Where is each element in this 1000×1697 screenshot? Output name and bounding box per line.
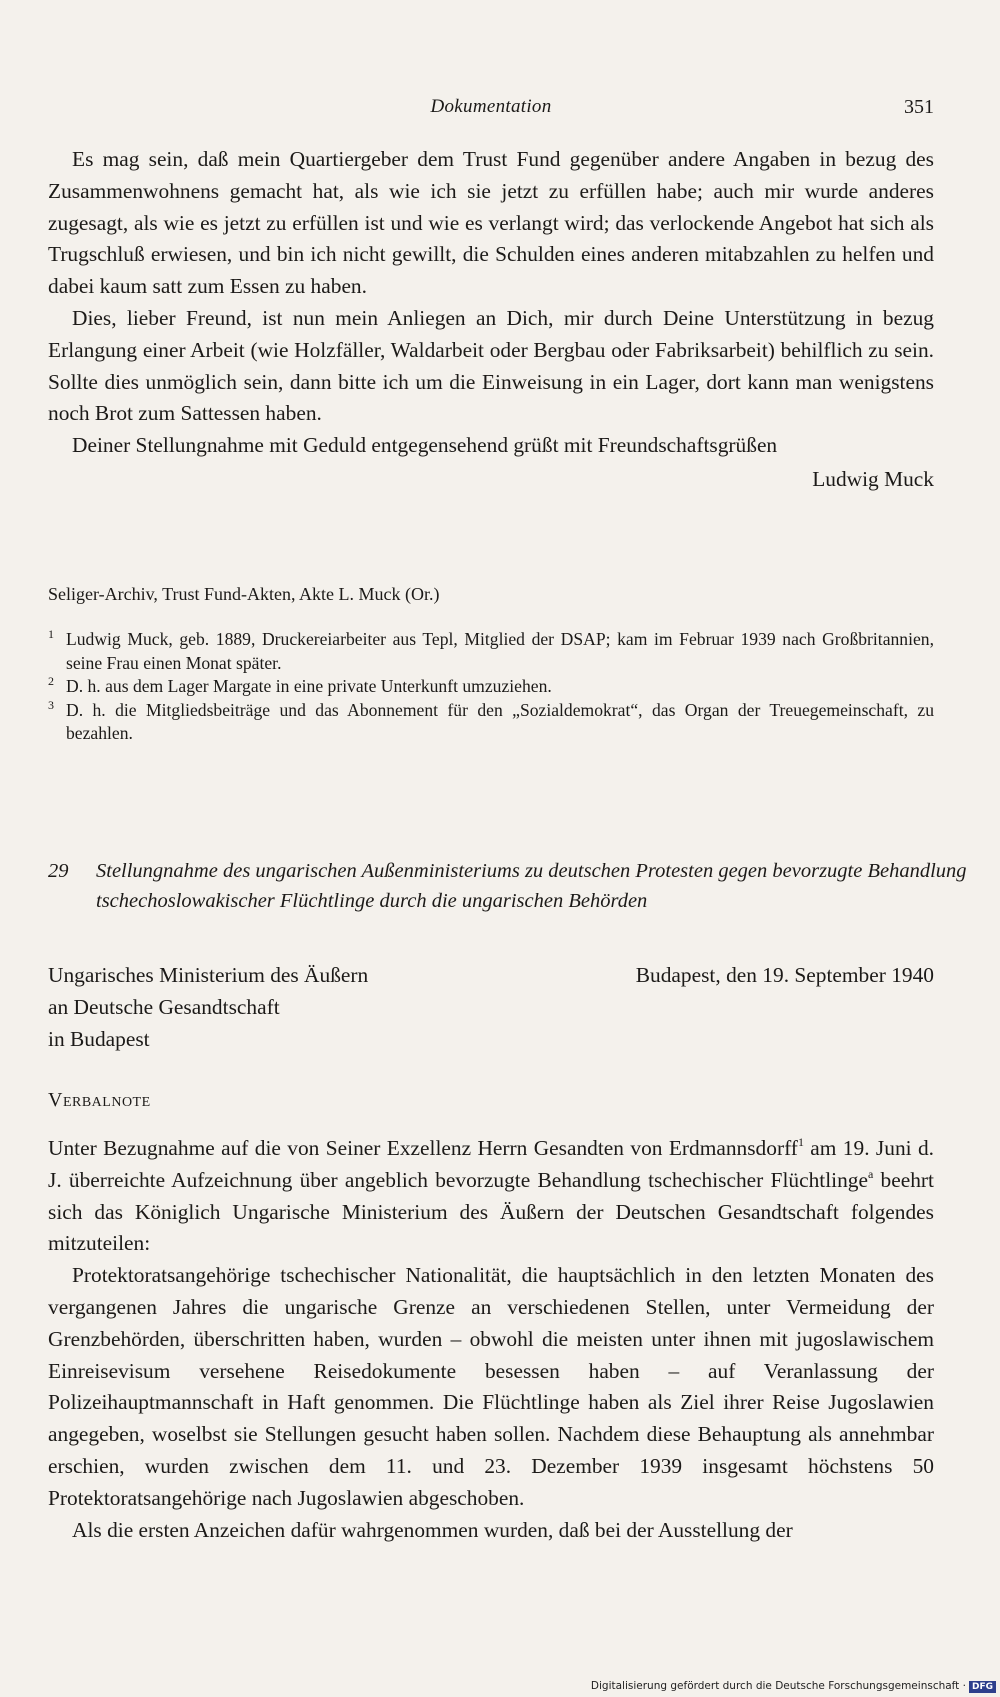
recipient-city: in Budapest bbox=[48, 1026, 150, 1051]
document-heading bbox=[48, 856, 982, 916]
footnote-text: Ludwig Muck, geb. 1889, Druckereiarbeiter aus Tepl, Mitglied der DSAP; kam im Februar 1939 nach Großbritannien, seine Frau einen Monat später. bbox=[66, 629, 934, 673]
digitization-credit: Digitalisierung gefördert durch die Deutsche Forschungsgemeinschaft · DFG bbox=[591, 1680, 996, 1693]
sender-row bbox=[48, 960, 934, 992]
footnote-number: 1 bbox=[48, 627, 54, 641]
recipient: an Deutsche Gesandtschaft bbox=[48, 994, 280, 1019]
footnotes bbox=[48, 628, 934, 746]
footnote-text: D. h. aus dem Lager Margate in eine private Unterkunft umzuziehen. bbox=[66, 676, 552, 696]
letter-paragraph: Deiner Stellungnahme mit Geduld entgegensehend grüßt mit Freundschaftsgrüßen bbox=[72, 433, 778, 458]
footnote-number: 3 bbox=[48, 697, 54, 712]
place-date: Budapest, den 19. September 1940 bbox=[635, 963, 934, 987]
document-number: 29 bbox=[48, 860, 69, 882]
page-number: 351 bbox=[904, 96, 934, 118]
document-title: Stellungnahme des ungarischen Außenministeriums zu deutschen Protesten gegen bevorzugte Behandlung tschechoslowakischer Flüchtlinge durch die ungarischen Behörden bbox=[96, 860, 967, 912]
letter-paragraph: Es mag sein, daß mein Quartiergeber dem Trust Fund gegenüber andere Angaben in bezug des Zusammenwohnens gemacht hat, als wie ich sie jetzt zu erfüllen habe; auch mir wurde anderes zugesagt, als wie es jetzt zu erfüllen ist und wie es verlangt wird; das verlockende Angebot hat sich als Trugschluß erwiesen, und bin ich nicht gewillt, die Schulden eines anderen mitabzahlen zu helfen und dabei kaum satt zum Essen zu haben. bbox=[48, 147, 934, 299]
footnote bbox=[48, 699, 934, 746]
running-head bbox=[48, 96, 934, 126]
signature: Ludwig Muck bbox=[812, 466, 934, 491]
dfg-logo: DFG bbox=[969, 1681, 996, 1693]
document-page bbox=[48, 0, 967, 1542]
verbalnote-paragraph: Protektoratsangehörige tschechischer Nationalität, die hauptsächlich in den letzten Monaten des vergangenen Jahres die ungarische Grenze an verschiedenen Stellen, unter Vermeidung der Grenzbehörden, überschritten haben, wurden – obwohl die meisten unter ihnen mit jugoslawischem Einreisevisum versehene Reisedokumente besessen haben – auf Veranlassung der Polizeihauptmannschaft in Haft genommen. Die Flüchtlinge haben als Ziel ihrer Reise Jugoslawien angegeben, woselbst sie Stellungen gesucht haben sollen. Nachdem diese Behauptung als annehmbar erschien, wurden zwischen dem 11. und 23. Dezember 1939 insgesamt höchstens 50 Protektoratsangehörige nach Jugoslawien abgeschoben. bbox=[48, 1263, 934, 1510]
recipient-row bbox=[48, 1024, 934, 1056]
verbalnote-body bbox=[48, 1133, 934, 1546]
footnote-text: D. h. die Mitgliedsbeiträge und das Abonnement für den „Sozialdemokrat“, das Organ der Treuegemeinschaft, zu bezahlen. bbox=[66, 699, 934, 743]
verbalnote-paragraph: Als die ersten Anzeichen dafür wahrgenommen wurden, daß bei der Ausstellung der bbox=[72, 1517, 793, 1542]
footnote-number: 2 bbox=[48, 674, 54, 688]
recipient-row bbox=[48, 992, 934, 1024]
verbalnote-label: Verbalnote bbox=[48, 1089, 151, 1111]
footnote bbox=[48, 628, 934, 675]
footnote-ref: 1 bbox=[797, 1135, 804, 1149]
archive-source: Seliger-Archiv, Trust Fund-Akten, Akte L. Muck (Or.) bbox=[48, 584, 440, 604]
letter-paragraph: Dies, lieber Freund, ist nun mein Anliegen an Dich, mir durch Deine Unterstützung in bezug Erlangung einer Arbeit (wie Holzfäller, Waldarbeit oder Bergbau oder Fabriksarbeit) behilflich zu sein. Sollte dies unmöglich sein, dann bitte ich um die Einweisung in ein Lager, dort kann man wenigstens noch Brot zum Sattessen haben. bbox=[48, 305, 934, 426]
footnote-ref: a bbox=[867, 1166, 874, 1181]
running-head-title: Dokumentation bbox=[430, 96, 552, 117]
footnote bbox=[48, 675, 934, 699]
sender: Ungarisches Ministerium des Äußern bbox=[48, 963, 369, 987]
address-block bbox=[48, 960, 934, 1055]
verbalnote-intro: Unter Bezugnahme auf die von Seiner Exzellenz Herrn Gesandten von Erdmannsdorff$^1$ am 19. Juni d. J. überreichte Aufzeichnung über angeblich bevorzugte Behandlung tschechischer Flüchtlinge$^a$ beehrt sich das Königlich Ungarische Ministerium des Äußern der Deutschen Gesandtschaft folgendes mitzuteilen: bbox=[48, 1135, 934, 1256]
letter-body bbox=[48, 144, 934, 496]
